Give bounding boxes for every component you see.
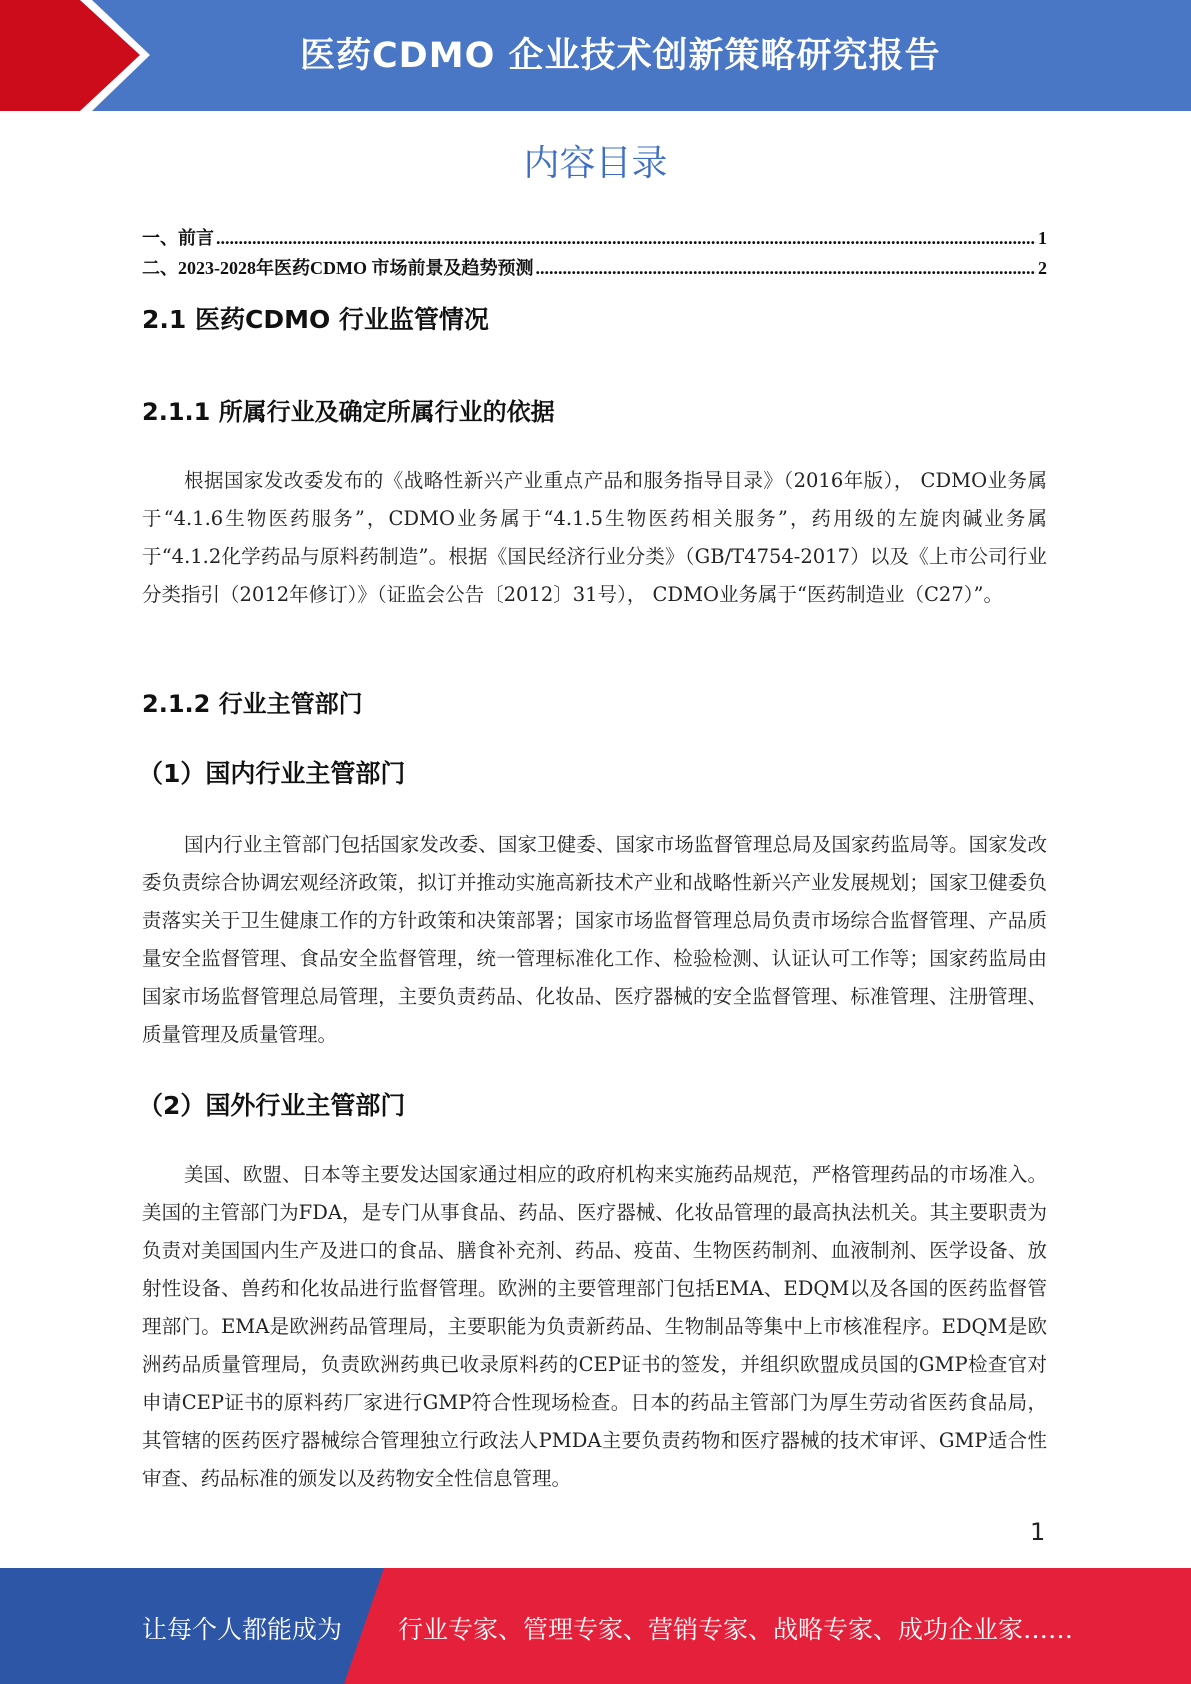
toc-entry-preface[interactable] <box>142 224 1047 252</box>
header-red-chevron <box>0 0 150 111</box>
paragraph-domestic-authorities: 国内行业主管部门包括国家发改委、国家卫健委、国家市场监督管理总局及国家药监局等。国家发改委负责综合协调宏观经济政策，拟订并推动实施高新技术产业和战略性新兴产业发展规划；国家卫健委负责落实关于卫生健康工作的方针政策和决策部署；国家市场监督管理总局负责市场综合监督管理、产品质量安全监督管理、食品安全监督管理，统一管理标准化工作、检验检测、认证认可工作等；国家药监局由国家市场监督管理总局管理，主要负责药品、化妆品、医疗器械的安全监督管理、标准管理、注册管理、质量管理及质量管理。 <box>142 833 1047 1046</box>
subheading-domestic: （1）国内行业主管部门 <box>138 759 406 788</box>
section-heading-2-1-2: 2.1.2 行业主管部门 <box>142 690 363 718</box>
paragraph-foreign-authorities: 美国、欧盟、日本等主要发达国家通过相应的政府机构来实施药品规范，严格管理药品的市场准入。美国的主管部门为FDA，是专门从事食品、药品、医疗器械、化妆品管理的最高执法机关。其主要职责为负责对美国国内生产及进口的食品、膳食补充剂、药品、疫苗、生物医药制剂、血液制剂、医学设备、放射性设备、兽药和化妆品进行监督管理。欧洲的主要管理部门包括EMA、EDQM以及各国的医药监督管理部门。EMA是欧洲药品管理局，主要职能为负责新药品、生物制品等集中上市核准程序。EDQM是欧洲药品质量管理局，负责欧洲药典已收录原料药的CEP证书的签发，并组织欧盟成员国的GMP检查官对申请CEP证书的原料药厂家进行GMP符合性现场检查。日本的药品主管部门为厚生劳动省医药食品局，其管辖的医药医疗器械综合管理独立行政法人PMDA主要负责药物和医疗器械的技术审评、GMP适合性审查、药品标准的颁发以及药物安全性信息管理。 <box>142 1163 1047 1490</box>
section-heading-2-1: 2.1 医药CDMO 行业监管情况 <box>142 305 489 334</box>
toc-leader-dots <box>535 258 1036 279</box>
toc-entry-label: 一、前言 <box>142 228 214 248</box>
toc-entry-page: 1 <box>1038 228 1047 248</box>
toc-entry-page: 2 <box>1038 258 1047 278</box>
page-number: 1 <box>1030 1518 1046 1546</box>
page-header <box>0 0 1191 111</box>
paragraph-industry-basis: 根据国家发改委发布的《战略性新兴产业重点产品和服务指导目录》（2016年版）， CDMO业务属于“4.1.6生物医药服务”，CDMO业务属于“4.1.5生物医药相关服务”，药用级的左旋肉碱业务属于“4.1.2化学药品与原料药制造”。根据《国民经济行业分类》（GB/T4754-2017）以及《上市公司行业分类指引（2012年修订）》（证监会公告〔2012〕31号）， CDMO业务属于“医药制造业（C27）”。 <box>142 469 1047 606</box>
page-footer <box>0 1568 1191 1684</box>
subheading-foreign: （2）国外行业主管部门 <box>138 1091 406 1120</box>
section-heading-2-1-1: 2.1.1 所属行业及确定所属行业的依据 <box>142 398 555 426</box>
toc-entry-market-forecast[interactable] <box>142 254 1047 282</box>
toc-entry-label: 二、2023-2028年医药CDMO 市场前景及趋势预测 <box>142 258 534 278</box>
footer-slogan-right: 行业专家、管理专家、营销专家、战略专家、成功企业家…… <box>398 1615 1074 1644</box>
toc-title: 内容目录 <box>523 143 668 184</box>
toc-leader-dots <box>216 228 1036 249</box>
report-title: 医药CDMO 企业技术创新策略研究报告 <box>300 36 941 76</box>
footer-slogan-left: 让每个人都能成为 <box>142 1615 343 1644</box>
